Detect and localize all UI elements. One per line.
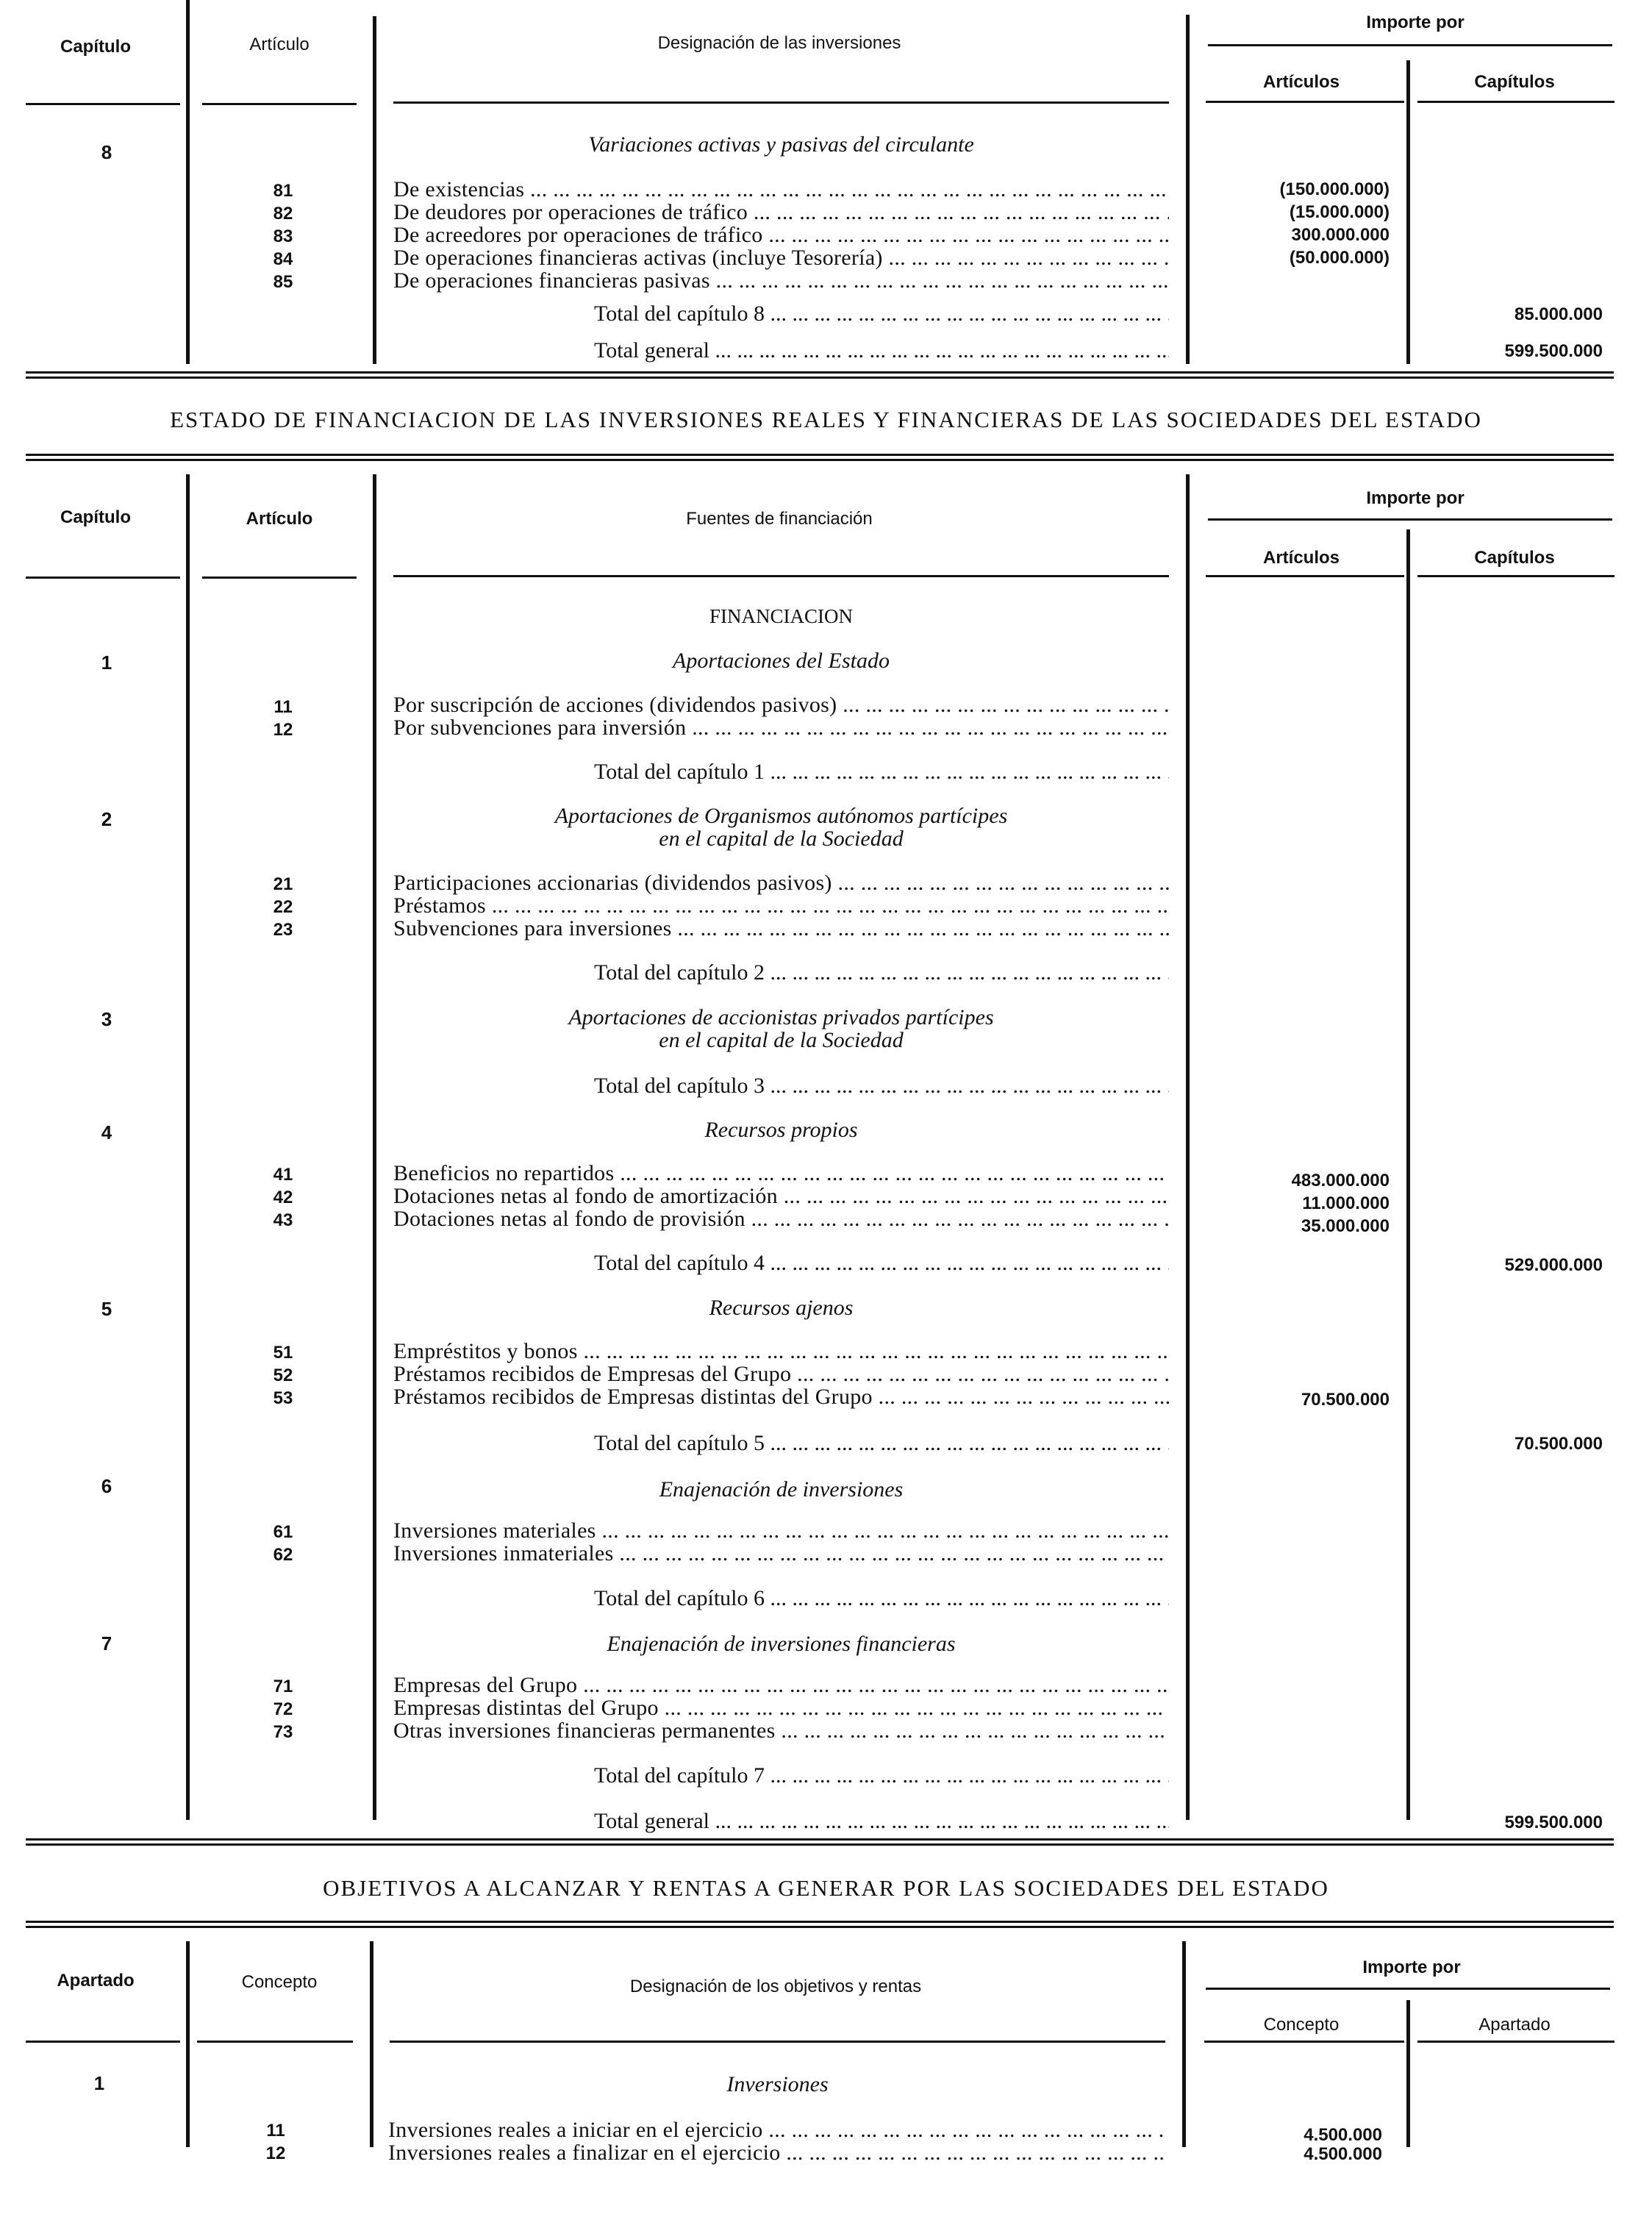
line-item: De operaciones financieras pasivas ... . <box>393 268 1169 293</box>
header-rule <box>1206 101 1404 103</box>
header-rule <box>26 2041 180 2043</box>
line-item: Empréstitos y bonos ... . <box>393 1339 1169 1364</box>
header-rule <box>1417 575 1615 577</box>
line-item: Dotaciones netas al fondo de amortización ... . <box>393 1184 1169 1209</box>
header-articulo: Artículo <box>246 509 313 529</box>
article-number: 82 <box>273 204 293 224</box>
amount-articulo: 300.000.000 <box>1291 225 1390 245</box>
amount-articulo: (15.000.000) <box>1289 202 1390 222</box>
concept-number: 12 <box>265 2143 286 2163</box>
header-concepto: Concepto <box>241 1972 318 1992</box>
article-number: 81 <box>273 181 293 201</box>
header-capitulos: Capítulos <box>1474 72 1555 92</box>
chapter-total-label: Total del capítulo 5 ... . <box>594 1431 1169 1456</box>
chapter-number: 7 <box>101 1632 112 1654</box>
header-fuentes: Fuentes de financiación <box>686 509 873 529</box>
column-divider <box>186 474 190 1820</box>
header-importe-por: Importe por <box>1366 13 1465 32</box>
table-end-rule <box>26 1838 1614 1846</box>
general-total-label: Total general ... . <box>594 338 1169 363</box>
header-designacion: Designación de las inversiones <box>657 33 901 53</box>
line-item: Inversiones reales a finalizar en el ejercicio ... . <box>388 2141 1164 2166</box>
article-number: 72 <box>273 1699 293 1719</box>
line-item: Préstamos recibidos de Empresas del Grupo ... . <box>393 1362 1169 1387</box>
column-divider <box>1406 60 1410 364</box>
article-number: 43 <box>273 1210 293 1230</box>
column-divider <box>370 1941 373 2147</box>
column-divider <box>186 1941 190 2147</box>
line-item: Inversiones reales a iniciar en el ejercicio ... . <box>388 2118 1164 2143</box>
amount-concepto: 4.500.000 <box>1304 2125 1382 2145</box>
line-item: Empresas del Grupo ... . <box>393 1673 1169 1698</box>
header-importe-por: Importe por <box>1362 1957 1461 1977</box>
general-total-amount: 599.500.000 <box>1504 341 1603 361</box>
article-number: 73 <box>273 1722 293 1742</box>
chapter-total-amount: 70.500.000 <box>1514 1434 1603 1454</box>
chapter-total-amount: 529.000.000 <box>1504 1255 1603 1275</box>
table-top-rule <box>26 1921 1614 1928</box>
article-number: 53 <box>273 1388 293 1408</box>
header-rule <box>26 576 180 579</box>
header-rule <box>1417 2041 1615 2043</box>
chapter-title: Recursos ajenos <box>709 1296 854 1320</box>
header-articulo: Artículo <box>249 35 310 54</box>
header-rule <box>1208 44 1612 46</box>
chapter-title-continued: en el capital de la Sociedad <box>659 827 904 851</box>
line-item: Dotaciones netas al fondo de provisión ... . <box>393 1207 1169 1232</box>
table-end-rule <box>26 371 1614 379</box>
header-apartado-importe: Apartado <box>1478 2015 1551 2035</box>
column-divider <box>186 0 190 364</box>
line-item: De deudores por operaciones de tráfico ... . <box>393 200 1169 225</box>
line-item: Por subvenciones para inversión ... . <box>393 715 1169 740</box>
chapter-total-label: Total del capítulo 8 ... . <box>594 301 1169 326</box>
concept-number: 11 <box>266 2121 285 2141</box>
chapter-title-continued: en el capital de la Sociedad <box>659 1028 904 1052</box>
line-item: Inversiones materiales ... . <box>393 1518 1169 1543</box>
article-number: 71 <box>273 1677 293 1696</box>
column-divider <box>1182 1941 1186 2147</box>
header-apartado: Apartado <box>57 1971 135 1991</box>
chapter-total-amount: 85.000.000 <box>1514 304 1603 324</box>
chapter-title: Enajenación de inversiones <box>659 1477 904 1502</box>
article-number: 84 <box>273 249 293 269</box>
chapter-number: 6 <box>101 1475 112 1497</box>
article-number: 12 <box>273 720 293 740</box>
article-number: 11 <box>273 697 293 717</box>
chapter-total-label: Total del capítulo 2 ... . <box>594 960 1169 985</box>
line-item: Subvenciones para inversiones ... . <box>393 916 1169 941</box>
amount-articulo: (50.000.000) <box>1289 248 1390 268</box>
header-rule <box>1204 2041 1404 2043</box>
header-rule <box>1206 1988 1610 1990</box>
column-divider <box>373 474 376 1820</box>
article-number: 42 <box>273 1188 293 1207</box>
financiacion-heading: FINANCIACION <box>709 605 853 627</box>
column-divider <box>373 16 376 364</box>
chapter-total-label: Total del capítulo 6 ... . <box>594 1586 1169 1611</box>
header-rule <box>390 2041 1165 2043</box>
general-total-amount: 599.500.000 <box>1504 1813 1603 1832</box>
line-item: Empresas distintas del Grupo ... . <box>393 1696 1169 1721</box>
chapter-total-label: Total del capítulo 4 ... . <box>594 1251 1169 1276</box>
section-title: OBJETIVOS A ALCANZAR Y RENTAS A GENERAR POR LAS SOCIEDADES DEL ESTADO <box>323 1875 1329 1901</box>
amount-articulo: 11.000.000 <box>1302 1193 1390 1213</box>
section-title: ESTADO DE FINANCIACION DE LAS INVERSIONES REALES Y FINANCIERAS DE LAS SOCIEDADES DEL ESTADO <box>170 407 1482 432</box>
chapter-number: 2 <box>101 808 112 830</box>
chapter-total-label: Total del capítulo 3 ... . <box>594 1074 1169 1099</box>
amount-articulo: 35.000.000 <box>1301 1216 1390 1236</box>
header-rule <box>26 103 180 105</box>
chapter-title: Aportaciones del Estado <box>673 649 890 673</box>
chapter-number: 5 <box>101 1298 112 1320</box>
section-number: 1 <box>93 2072 105 2094</box>
line-item: De existencias ... . <box>393 177 1169 202</box>
chapter-number: 4 <box>101 1121 112 1143</box>
section-heading: Inversiones <box>726 2072 829 2096</box>
header-rule <box>1417 101 1615 103</box>
header-articulos: Artículos <box>1262 548 1340 568</box>
article-number: 23 <box>273 920 293 940</box>
article-number: 85 <box>273 272 293 292</box>
line-item: Préstamos ... . <box>393 893 1169 918</box>
amount-concepto: 4.500.000 <box>1304 2144 1382 2164</box>
general-total-label: Total general ... . <box>594 1809 1169 1834</box>
header-rule <box>393 101 1169 104</box>
table-top-rule <box>26 454 1614 461</box>
header-designacion: Designación de los objetivos y rentas <box>629 1977 922 1996</box>
chapter-title: Variaciones activas y pasivas del circulante <box>588 132 974 157</box>
article-number: 52 <box>273 1365 293 1385</box>
article-number: 61 <box>273 1522 293 1542</box>
header-importe-por: Importe por <box>1366 488 1465 508</box>
header-rule <box>197 2041 353 2043</box>
header-rule <box>393 575 1169 577</box>
chapter-number: 8 <box>101 141 112 163</box>
article-number: 83 <box>273 226 293 246</box>
article-number: 21 <box>273 874 293 894</box>
header-rule <box>202 103 357 105</box>
line-item: Otras inversiones financieras permanentes ... . <box>393 1718 1169 1743</box>
header-rule <box>1206 575 1404 577</box>
header-articulos: Artículos <box>1262 72 1340 92</box>
chapter-number: 1 <box>101 651 112 674</box>
line-item: Participaciones accionarias (dividendos pasivos) ... . <box>393 871 1169 896</box>
header-capitulos: Capítulos <box>1474 548 1555 568</box>
line-item: Inversiones inmateriales ... . <box>393 1541 1169 1566</box>
column-divider <box>1406 2000 1410 2147</box>
chapter-total-label: Total del capítulo 7 ... . <box>594 1763 1169 1788</box>
chapter-total-label: Total del capítulo 1 ... . <box>594 760 1169 785</box>
article-number: 62 <box>273 1545 293 1565</box>
line-item: Por suscripción de acciones (dividendos pasivos) ... . <box>393 693 1169 718</box>
column-divider <box>1186 15 1190 364</box>
chapter-title: Recursos propios <box>704 1118 858 1142</box>
article-number: 22 <box>273 897 293 917</box>
header-rule <box>1208 518 1612 521</box>
article-number: 41 <box>273 1165 293 1185</box>
line-item: De acreedores por operaciones de tráfico ... . <box>393 223 1169 248</box>
chapter-title: Aportaciones de accionistas privados partícipes <box>568 1005 994 1029</box>
header-concepto-importe: Concepto <box>1263 2015 1340 2035</box>
amount-articulo: 70.500.000 <box>1301 1390 1390 1410</box>
amount-articulo: (150.000.000) <box>1279 179 1390 199</box>
line-item: Préstamos recibidos de Empresas distintas del Grupo ... . <box>393 1385 1169 1410</box>
article-number: 51 <box>273 1343 293 1363</box>
column-divider <box>1406 529 1410 1820</box>
chapter-number: 3 <box>101 1008 112 1030</box>
chapter-title: Enajenación de inversiones financieras <box>607 1632 956 1656</box>
header-rule <box>202 576 357 579</box>
chapter-title: Aportaciones de Organismos autónomos partícipes <box>554 804 1008 828</box>
header-capitulo: Capítulo <box>60 507 131 527</box>
header-capitulo: Capítulo <box>60 37 131 57</box>
column-divider <box>1186 474 1190 1820</box>
line-item: Beneficios no repartidos ... . <box>393 1161 1169 1186</box>
line-item: De operaciones financieras activas (incluye Tesorería) ... . <box>393 246 1169 271</box>
amount-articulo: 483.000.000 <box>1291 1171 1390 1190</box>
